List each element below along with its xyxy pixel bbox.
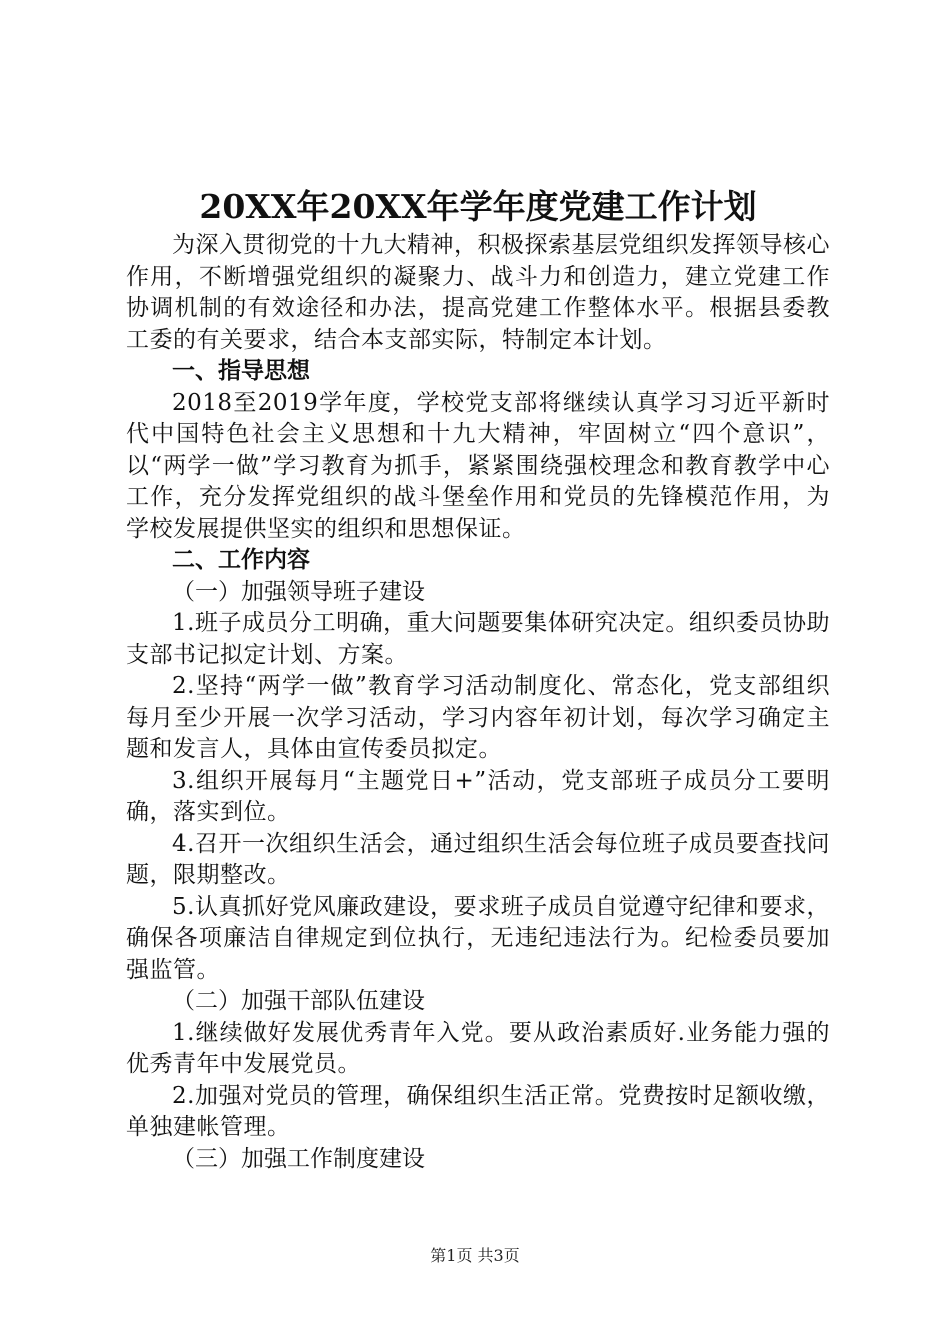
intro-paragraph: 为深入贯彻党的十九大精神，积极探索基层党组织发挥领导核心作用，不断增强党组织的凝聚力、战斗力和创造力，建立党建工作协调机制的有效途径和办法，提高党建工作整体水平。根据县委教工委的有关要求，结合本支部实际，特制定本计划。 [126, 232, 830, 353]
section-2-heading: 二、工作内容 [172, 547, 310, 573]
section-1-body: 2018至2019学年度，学校党支部将继续认真学习习近平新时代中国特色社会主义思想和十九大精神，牢固树立“四个意识”，以“两学一做”学习教育为抓手，紧紧围绕强校理念和教育教学中心工作，充分发挥党组织的战斗堡垒作用和党员的先锋模范作用，为学校发展提供坚实的组织和思想保证。 [126, 389, 830, 542]
list-item: 1.班子成员分工明确，重大问题要集体研究决定。组织委员协助支部书记拟定计划、方案。 [126, 610, 830, 668]
subsection-3-heading: （三）加强工作制度建设 [172, 1145, 425, 1172]
list-item: 3.组织开展每月“主题党日+”活动，党支部班子成员分工要明确，落实到位。 [126, 767, 830, 825]
section-1-heading: 一、指导思想 [172, 358, 310, 384]
subsection-1-heading: （一）加强领导班子建设 [172, 578, 425, 605]
document-page [126, 182, 830, 1175]
page-footer: 第1页 共3页 [430, 1246, 520, 1265]
list-item: 2.坚持“两学一做”教育学习活动制度化、常态化，党支部组织每月至少开展一次学习活动，学习内容年初计划，每次学习确定主题和发言人，具体由宣传委员拟定。 [126, 673, 830, 762]
list-item: 1.继续做好发展优秀青年入党。要从政治素质好.业务能力强的优秀青年中发展党员。 [126, 1019, 830, 1077]
list-item: 2.加强对党员的管理，确保组织生活正常。党费按时足额收缴，单独建帐管理。 [126, 1082, 830, 1140]
list-item: 5.认真抓好党风廉政建设，要求班子成员自觉遵守纪律和要求，确保各项廉洁自律规定到位执行，无违纪违法行为。纪检委员要加强监管。 [126, 893, 830, 983]
subsection-2-heading: （二）加强干部队伍建设 [172, 988, 425, 1014]
document-title: 20XX年20XX年学年度党建工作计划 [199, 187, 757, 226]
list-item: 4.召开一次组织生活会，通过组织生活会每位班子成员要查找问题，限期整改。 [126, 830, 830, 888]
